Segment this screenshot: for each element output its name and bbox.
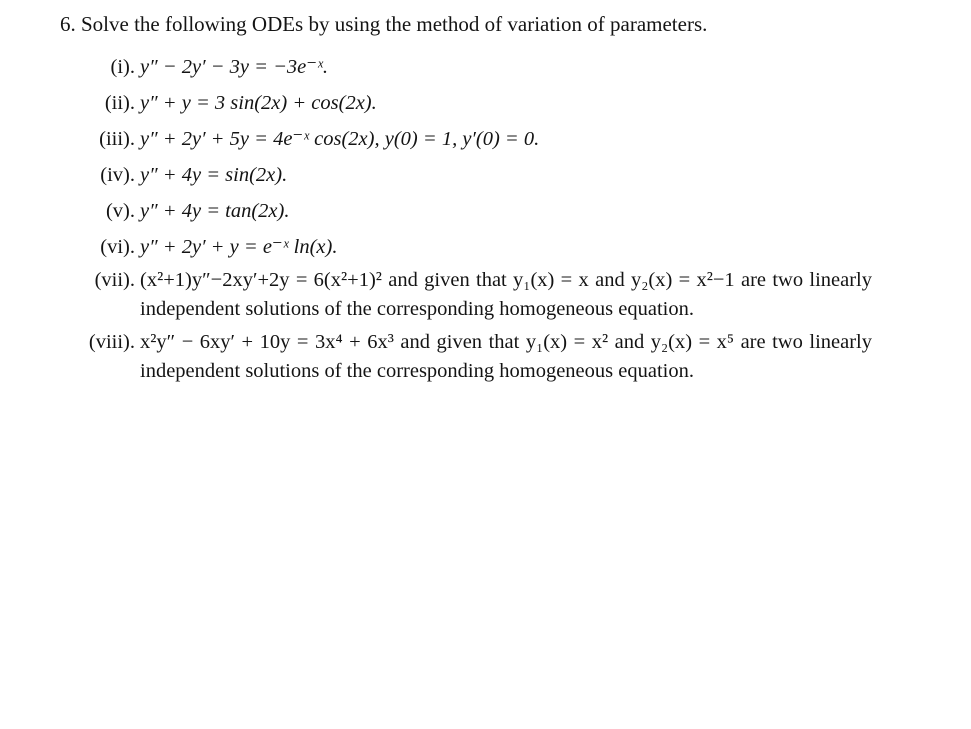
- item-label: (ii).: [104, 92, 135, 114]
- ode-equation: y″ + 4y = sin(2x).: [140, 164, 288, 186]
- item-label: (i).: [110, 56, 135, 78]
- ode-equation: (x²+1)y″−2xy′+2y = 6(x²+1)² and given that y₁(x) = x and y₂(x) = x²−1 are two linearly independent solutions of the corresponding homogeneous equation.: [140, 269, 872, 320]
- problem-heading: [60, 10, 890, 38]
- item-label: (viii).: [88, 331, 135, 353]
- item-label: (iii).: [99, 128, 135, 150]
- problem-number: 6.: [60, 12, 76, 36]
- problem-6: [60, 10, 890, 382]
- ode-equation: y″ + 2y′ + y = e⁻ˣ ln(x).: [140, 236, 338, 258]
- item-label: (vi).: [100, 236, 135, 258]
- ode-equation: y″ + y = 3 sin(2x) + cos(2x).: [140, 92, 377, 114]
- problem-title: Solve the following ODEs by using the method of variation of parameters.: [81, 12, 708, 36]
- item-label: (vii).: [94, 269, 135, 291]
- ode-equation: x²y″ − 6xy′ + 10y = 3x⁴ + 6x³ and given that y₁(x) = x² and y₂(x) = x⁵ are two linearly independent solutions of the corresponding homogeneous equation.: [140, 331, 872, 382]
- ode-equation: y″ − 2y′ − 3y = −3e⁻ˣ.: [140, 56, 328, 78]
- item-label: (v).: [105, 200, 135, 222]
- ode-equation: y″ + 2y′ + 5y = 4e⁻ˣ cos(2x), y(0) = 1, y′(0) = 0.: [140, 128, 540, 150]
- item-label: (iv).: [100, 164, 135, 186]
- ode-equation: y″ + 4y = tan(2x).: [140, 200, 290, 222]
